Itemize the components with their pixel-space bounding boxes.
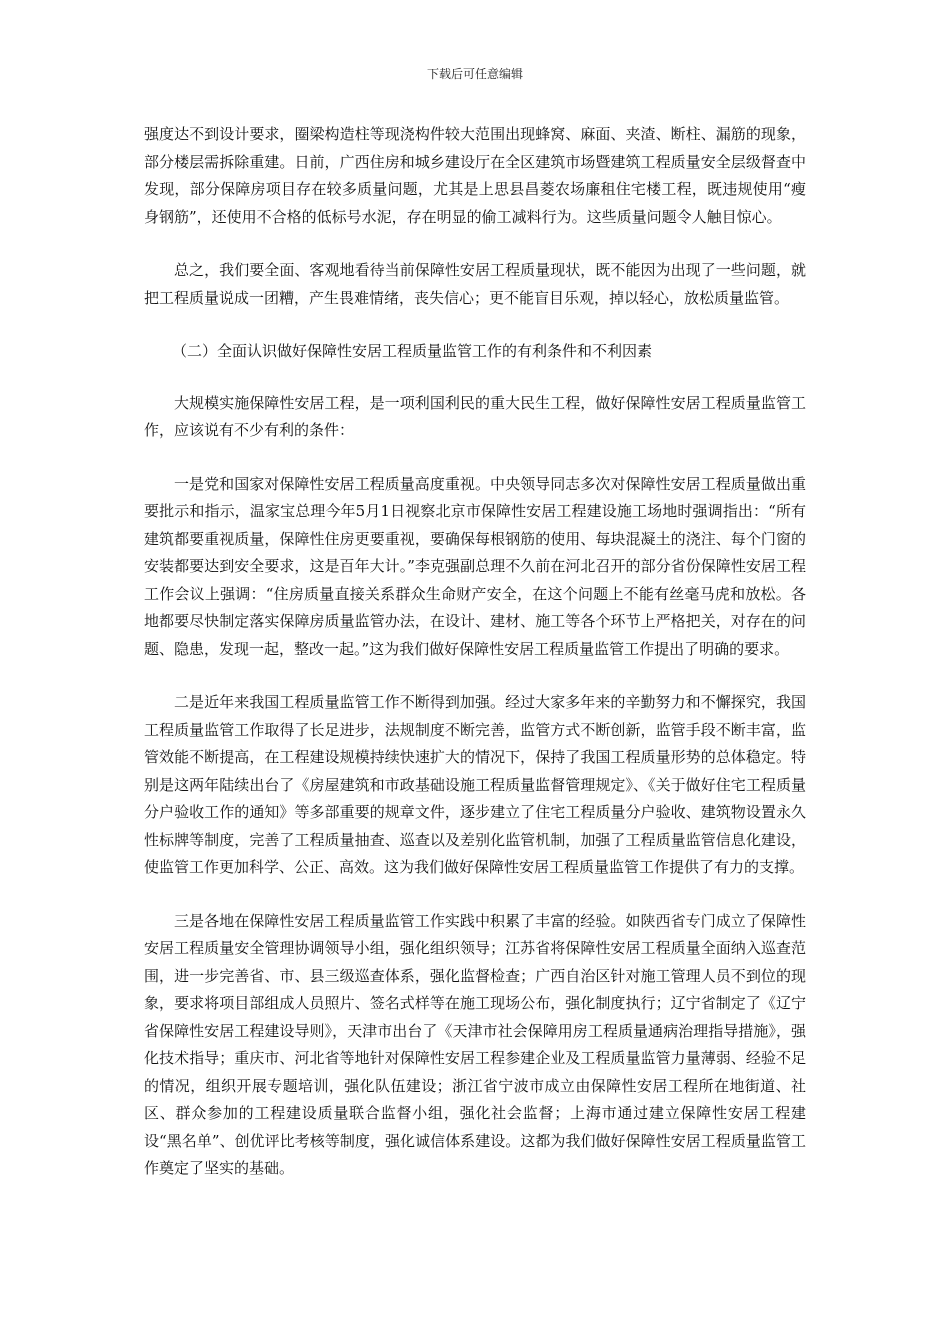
paragraph-continuation: 强度达不到设计要求，圈梁构造柱等现浇构件较大范围出现蜂窝、麻面、夹渣、断柱、漏筋的现象，部分楼层需拆除重建。日前，广西住房和城乡建设厅在全区建筑市场暨建筑工程质量安全层级督查中发现，部分保障房项目存在较多质量问题，尤其是上思县昌菱农场廉租住宅楼工程，既违规使用“瘦身钢筋”，还使用不合格的低标号水泥，存在明显的偷工减料行为。这些质量问题令人触目惊心。 [144, 125, 806, 226]
paragraph-point-one: 一是党和国家对保障性安居工程质量高度重视。中央领导同志多次对保障性安居工程质量做出重要批示和指示，温家宝总理今年5月1日视察北京市保障性安居工程建设施工场地时强调指出：“所有建筑都要重视质量，保障性住房更要重视，要确保每根钢筋的使用、每块混凝土的浇注、每个门窗的安装都要达到安全要求，这是百年大计。”李克强副总理不久前在河北召开的部分省份保障性安居工程工作会议上强调：“住房质量直接关系群众生命财产安全，在这个问题上不能有丝毫马虎和放松。各地都要尽快制定落实保障房质量监管办法，在设计、建材、施工等各个环节上严格把关，对存在的问题、隐患，发现一起，整改一起。”这为我们做好保障性安居工程质量监管工作提出了明确的要求。 [144, 474, 806, 658]
page-header: 下载后可任意编辑 [426, 67, 523, 81]
paragraph-point-three: 三是各地在保障性安居工程质量监管工作实践中积累了丰富的经验。如陕西省专门成立了保障性安居工程质量安全管理协调领导小组，强化组织领导；江苏省将保障性安居工程质量全面纳入巡查范围，进一步完善省、市、县三级巡查体系，强化监督检查；广西自治区针对施工管理人员不到位的现象，要求将项目部组成人员照片、签名式样等在施工现场公布，强化制度执行；辽宁省制定了《辽宁省保障性安居工程建设导则》，天津市出台了《天津市社会保障用房工程质量通病治理指导措施》，强化技术指导；重庆市、河北省等地针对保障性安居工程参建企业及工程质量监管力量薄弱、经验不足的情况，组织开展专题培训，强化队伍建设；浙江省宁波市成立由保障性安居工程所在地街道、社区、群众参加的工程建设质量联合监督小组，强化社会监督；上海市通过建立保障性安居工程建设“黑名单”、创优评比考核等制度，强化诚信体系建设。这都为我们做好保障性安居工程质量监管工作奠定了坚实的基础。 [144, 911, 806, 1177]
paragraph-summary: 总之，我们要全面、客观地看待当前保障性安居工程质量现状，既不能因为出现了一些问题，就把工程质量说成一团糟，产生畏难情绪，丧失信心；更不能盲目乐观，掉以轻心，放松质量监管。 [144, 261, 806, 307]
document-body [144, 121, 806, 1209]
paragraph-point-two: 二是近年来我国工程质量监管工作不断得到加强。经过大家多年来的辛勤努力和不懈探究，我国工程质量监管工作取得了长足进步，法规制度不断完善，监管方式不断创新，监管手段不断丰富，监管效能不断提高，在工程建设规模持续快速扩大的情况下，保持了我国工程质量形势的总体稳定。特别是这两年陆续出台了《房屋建筑和市政基础设施工程质量监督管理规定》、《关于做好住宅工程质量分户验收工作的通知》等多部重要的规章文件，逐步建立了住宅工程质量分户验收、建筑物设置永久性标牌等制度，完善了工程质量抽查、巡查以及差别化监管机制，加强了工程质量监管信息化建设，使监管工作更加科学、公正、高效。这为我们做好保障性安居工程质量监管工作提供了有力的支撑。 [144, 693, 806, 876]
paragraph-intro: 大规模实施保障性安居工程，是一项利国利民的重大民生工程，做好保障性安居工程质量监管工作，应该说有不少有利的条件： [144, 393, 806, 439]
section-heading: （二）全面认识做好保障性安居工程质量监管工作的有利条件和不利因素 [172, 342, 653, 360]
